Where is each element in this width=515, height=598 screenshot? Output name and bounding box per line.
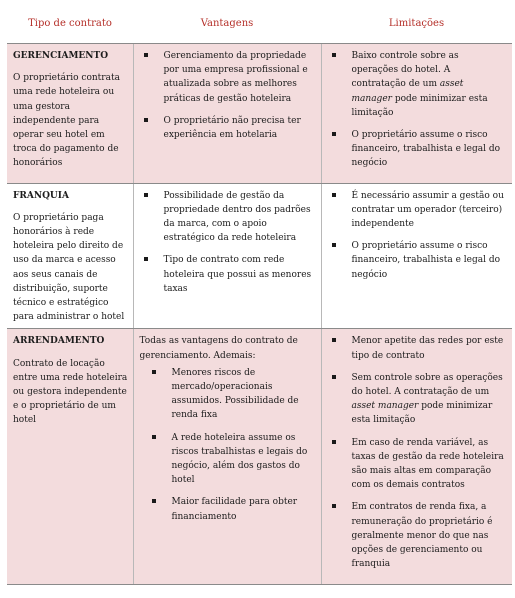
limitation-text-part: Sem controle sobre as operações do hotel. A contratação de um (351, 372, 503, 398)
square-bullet-icon (152, 370, 156, 374)
limitation-text: O proprietário assume o risco financeiro, trabalhista e legal do negócio (351, 241, 501, 280)
square-bullet-icon (152, 435, 156, 439)
square-bullet-icon (332, 375, 336, 379)
list-item (328, 334, 505, 362)
advantage-text: A rede hoteleira assume os riscos trabalhistas e legais do negócio, além dos gastos do hotel (171, 432, 308, 486)
limitation-text: Em caso de renda variável, as taxas de gestão da rede hoteleira são mais altas em comparação com os demais contratos (351, 437, 504, 491)
limitation-text (352, 51, 488, 118)
advantage-text: O proprietário não precisa ter experiência em hotelaria (163, 115, 301, 141)
advantages-cell (133, 329, 321, 584)
square-bullet-icon (332, 504, 336, 508)
list-item (328, 128, 505, 171)
limitations-list (328, 49, 505, 171)
square-bullet-icon (152, 499, 156, 503)
table-row (7, 44, 512, 184)
limitation-text: É necessário assumir a gestão ou contratar um operador (terceiro) independente (351, 190, 504, 230)
limitation-text: Menor apetite das redes por este tipo de contrato (351, 336, 504, 361)
square-bullet-icon (332, 440, 336, 444)
list-item (140, 189, 313, 246)
contract-type-cell (7, 44, 133, 184)
square-bullet-icon (332, 132, 336, 136)
advantages-cell (133, 183, 321, 329)
limitation-text: O proprietário assume o risco financeiro, trabalhista e legal do negócio (351, 130, 501, 169)
limitation-text-part: pode minimizar esta limitação (351, 401, 493, 426)
advantage-text: Possibilidade de gestão da propriedade dentro dos padrões da marca, com o apoio estratégico da rede hoteleira (163, 190, 311, 244)
limitation-text: Em contratos de renda fixa, a remuneração do proprietário é geralmente menor do que nas opções de gerenciamento ou franquia (351, 502, 493, 570)
list-item (328, 371, 505, 428)
contract-type-title: ARRENDAMENTO (13, 336, 105, 347)
list-item (140, 366, 313, 423)
header-limitacoes: Limitações (321, 5, 512, 44)
contract-comparison-table (7, 5, 512, 585)
contract-type-cell (7, 183, 133, 329)
contract-type-title: FRANQUIA (13, 190, 69, 201)
advantage-text: Tipo de contrato com rede hoteleira que possui as menores taxas (163, 255, 312, 294)
list-item (140, 253, 313, 296)
limitation-text (352, 373, 503, 426)
list-item (140, 114, 313, 142)
square-bullet-icon (332, 338, 336, 342)
contract-type-title: GERENCIAMENTO (13, 51, 109, 61)
limitations-cell (321, 329, 512, 584)
list-item (140, 49, 313, 106)
advantage-text: Maior facilidade para obter financiamento (171, 497, 298, 522)
limitations-cell (321, 44, 512, 184)
advantages-intro: Todas as vantagens do contrato de gerenciamento. Ademais: (139, 336, 298, 361)
limitations-cell (321, 183, 512, 329)
advantages-list (140, 189, 313, 296)
header-row (7, 5, 512, 44)
advantage-text: Gerenciamento da propriedade por uma empresa profissional e atualizada sobre as melhores práticas de gestão hoteleira (163, 51, 308, 104)
limitation-italic-term: asset manager (351, 401, 419, 412)
contract-type-description: O proprietário contrata uma rede hoteleira ou uma gestora independente para operar seu hotel em troca do pagamento de honorários (13, 73, 120, 169)
limitations-list (328, 189, 505, 282)
contract-type-cell (7, 329, 133, 584)
list-item (328, 239, 505, 282)
square-bullet-icon (144, 193, 148, 197)
limitation-text-part: pode minimizar esta limitação (351, 93, 488, 118)
list-item (328, 436, 505, 493)
table-row (7, 183, 512, 329)
contract-type-description: O proprietário paga honorários à rede hoteleira pelo direito de uso da marca e acesso aos seus canais de distribuição, suporte técnico e estratégico para administrar o hotel (13, 212, 125, 323)
contract-type-description: Contrato de locação entre uma rede hoteleira ou gestora independente e o proprietário de um hotel (13, 358, 128, 426)
advantage-text: Menores riscos de mercado/operacionais assumidos. Possibilidade de renda fixa (171, 367, 299, 421)
list-item (140, 431, 313, 488)
header-vantagens: Vantagens (133, 5, 321, 44)
table-row (7, 329, 512, 584)
list-item (140, 495, 313, 523)
square-bullet-icon (144, 53, 148, 57)
list-item (328, 500, 505, 571)
limitation-italic-term: asset manager (351, 79, 464, 104)
advantages-list (140, 49, 313, 142)
advantages-list (140, 366, 313, 524)
list-item (328, 189, 505, 232)
square-bullet-icon (332, 243, 336, 247)
list-item (328, 49, 505, 120)
limitations-list (328, 334, 505, 571)
header-tipo: Tipo de contrato (7, 5, 133, 44)
square-bullet-icon (332, 193, 336, 197)
square-bullet-icon (144, 257, 148, 261)
square-bullet-icon (332, 53, 336, 57)
advantages-cell (133, 44, 321, 184)
square-bullet-icon (144, 118, 148, 122)
limitation-text-part: Baixo controle sobre as operações do hotel. A contratação de um (351, 51, 459, 90)
